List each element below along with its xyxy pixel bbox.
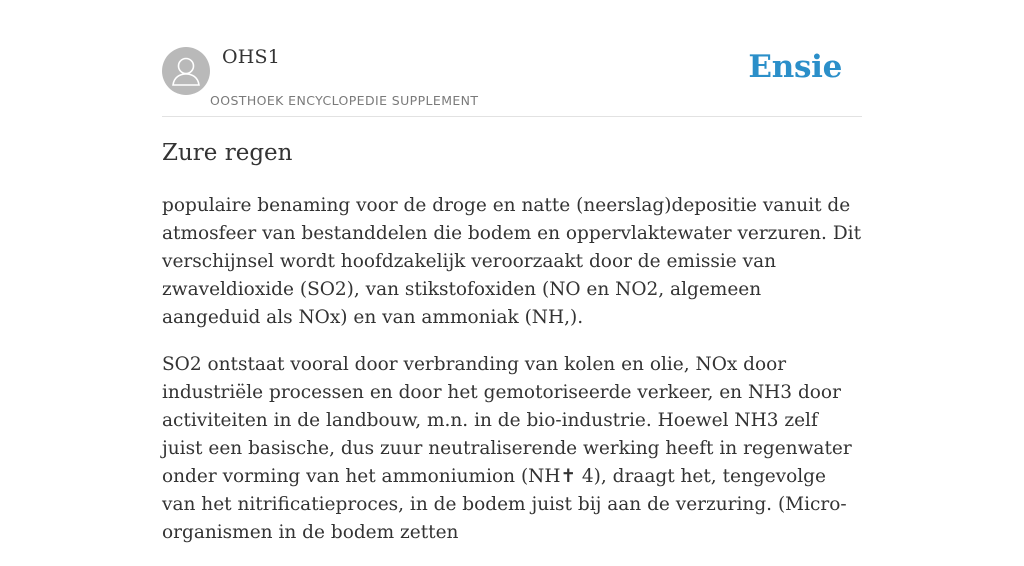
ensie-logo[interactable]: Ensie [748,49,842,85]
article-paragraph: populaire benaming voor de droge en natte (neerslag)depositie vanuit de atmosfeer van bestanddelen die bodem en oppervlaktewater verzuren. Dit verschijnsel wordt hoofdzakelijk veroorzaakt door de emissie van zwaveldioxide (SO2), van stikstofoxiden (NO en NO2, algemeen aangeduid als NOx) en van ammoniak (NH,). [162,195,861,328]
article-body [162,192,862,566]
article-container [162,0,862,543]
page-title: Zure regen [162,140,293,166]
article-header [162,0,862,117]
avatar[interactable] [162,47,210,95]
author-name[interactable]: OHS1 [222,46,281,68]
article-paragraph: SO2 ontstaat vooral door verbranding van kolen en olie, NOx door industriële processen en door het gemotoriseerde verkeer, en NH3 door activiteiten in de landbouw, m.n. in de bio-industrie. Hoewel NH3 zelf juist een basische, dus zuur neutraliserende werking heeft in regenwater onder vorming van het ammoniumion (NH✝ 4), draagt het, tengevolge van het nitrificatieproces, in de bodem juist bij aan de verzuring. (Micro-organismen in de bodem zetten [162,354,852,543]
user-placeholder-icon [162,47,210,95]
source-label[interactable]: OOSTHOEK ENCYCLOPEDIE SUPPLEMENT [210,93,479,108]
